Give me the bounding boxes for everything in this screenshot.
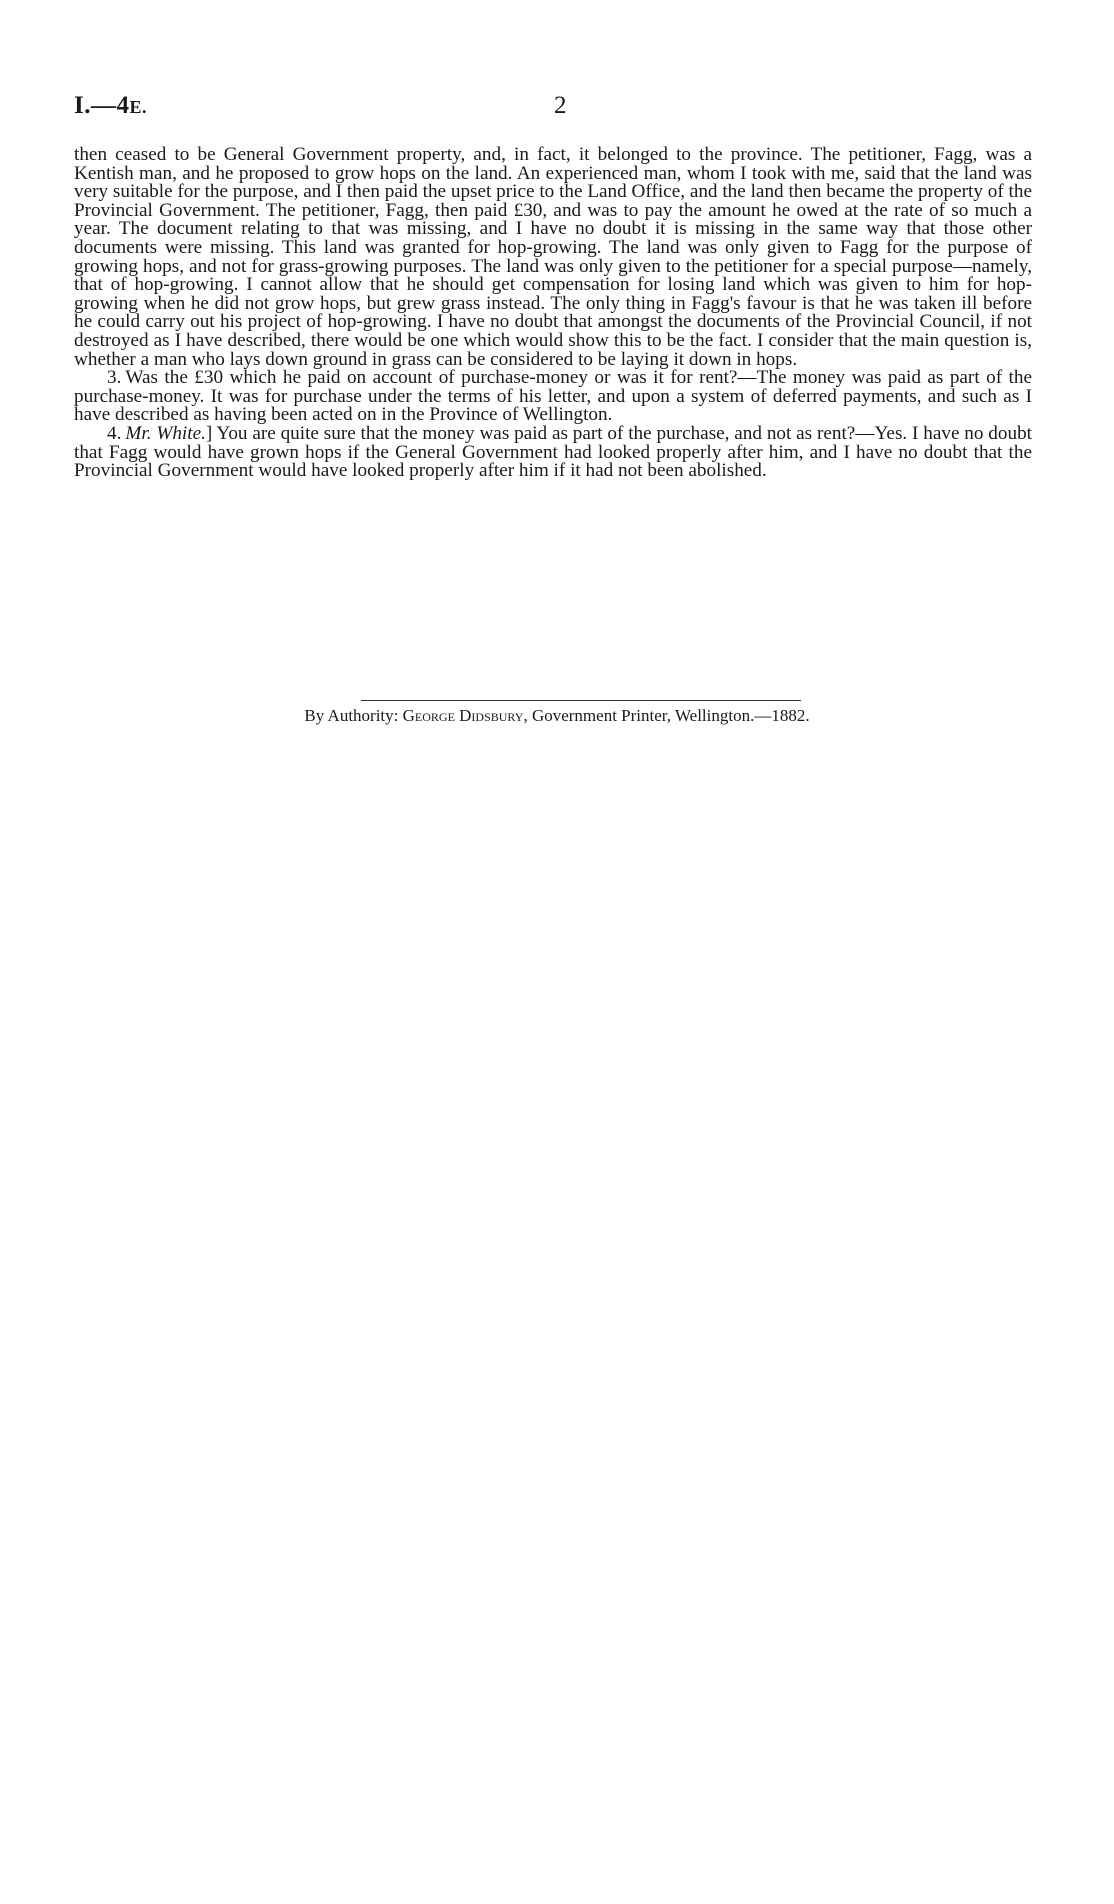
question-text: Was the £30 which he paid on account of purchase-money or was it for rent?—The money was paid as part of the purchase-money. It was for purchase under the terms of his letter, and upon a system of deferred payments, and such as I have described as having been acted on in the Province of Wellington. xyxy=(74,367,1032,426)
speaker-name: Mr. White. xyxy=(125,422,206,444)
question-paragraph-3 xyxy=(74,369,1032,425)
question-text: ] You are quite sure that the money was paid as part of the purchase, and not as rent?—Yes. I have no doubt that Fagg would have grown hops if the General Government had looked properly after him, and I have no doubt that the Provincial Government would have looked properly after him if it had not been abolished. xyxy=(74,422,1033,482)
printer-imprint xyxy=(0,706,1114,726)
question-paragraph-4 xyxy=(74,422,1033,482)
printer-name: George Didsbury xyxy=(402,706,524,725)
page-header xyxy=(74,88,1040,128)
page-number: 2 xyxy=(554,92,567,119)
document-reference-suffix: E. xyxy=(129,97,147,117)
continuation-paragraph: then ceased to be General Government property, and, in fact, it belonged to the province. The petitioner, Fagg, was a Kentish man, and he proposed to grow hops on the land. An experienced man, whom I took with me, said that the land was very suitable for the purpose, and I then paid the upset price to the Land Office, and the land then became the property of the Provincial Government. The petitioner, Fagg, then paid £30, and was to pay the amount he owed at the rate of so much a year. The document relating to that was missing, and I have no doubt it is missing in the same way that those other documents were missing. This land was granted for hop-growing. The land was only given to Fagg for the purpose of growing hops, and not for grass-growing purposes. The land was only given to the petitioner for a special purpose—namely, that of hop-growing. I cannot allow that he should get compensation for losing land which was given to him for hop-growing when he did not grow hops, but grew grass instead. The only thing in Fagg's favour is that he was taken ill before he could carry out his project of hop-growing. I have no doubt that amongst the documents of the Provincial Council, if not destroyed as I have described, there would be one which would show this to be the fact. I consider that the main question is, whether a man who lays down ground in grass can be considered to be laying it down in hops. xyxy=(74,144,1032,370)
imprint-prefix: By Authority: xyxy=(304,706,403,725)
question-number: 3. xyxy=(107,367,122,389)
imprint-suffix: , Government Printer, Wellington.—1882. xyxy=(523,706,810,725)
footer-rule xyxy=(361,700,801,701)
body-text xyxy=(74,146,1032,481)
document-reference-main: I.—4 xyxy=(74,92,130,119)
question-number: 4. xyxy=(107,422,122,444)
document-reference xyxy=(74,92,147,120)
